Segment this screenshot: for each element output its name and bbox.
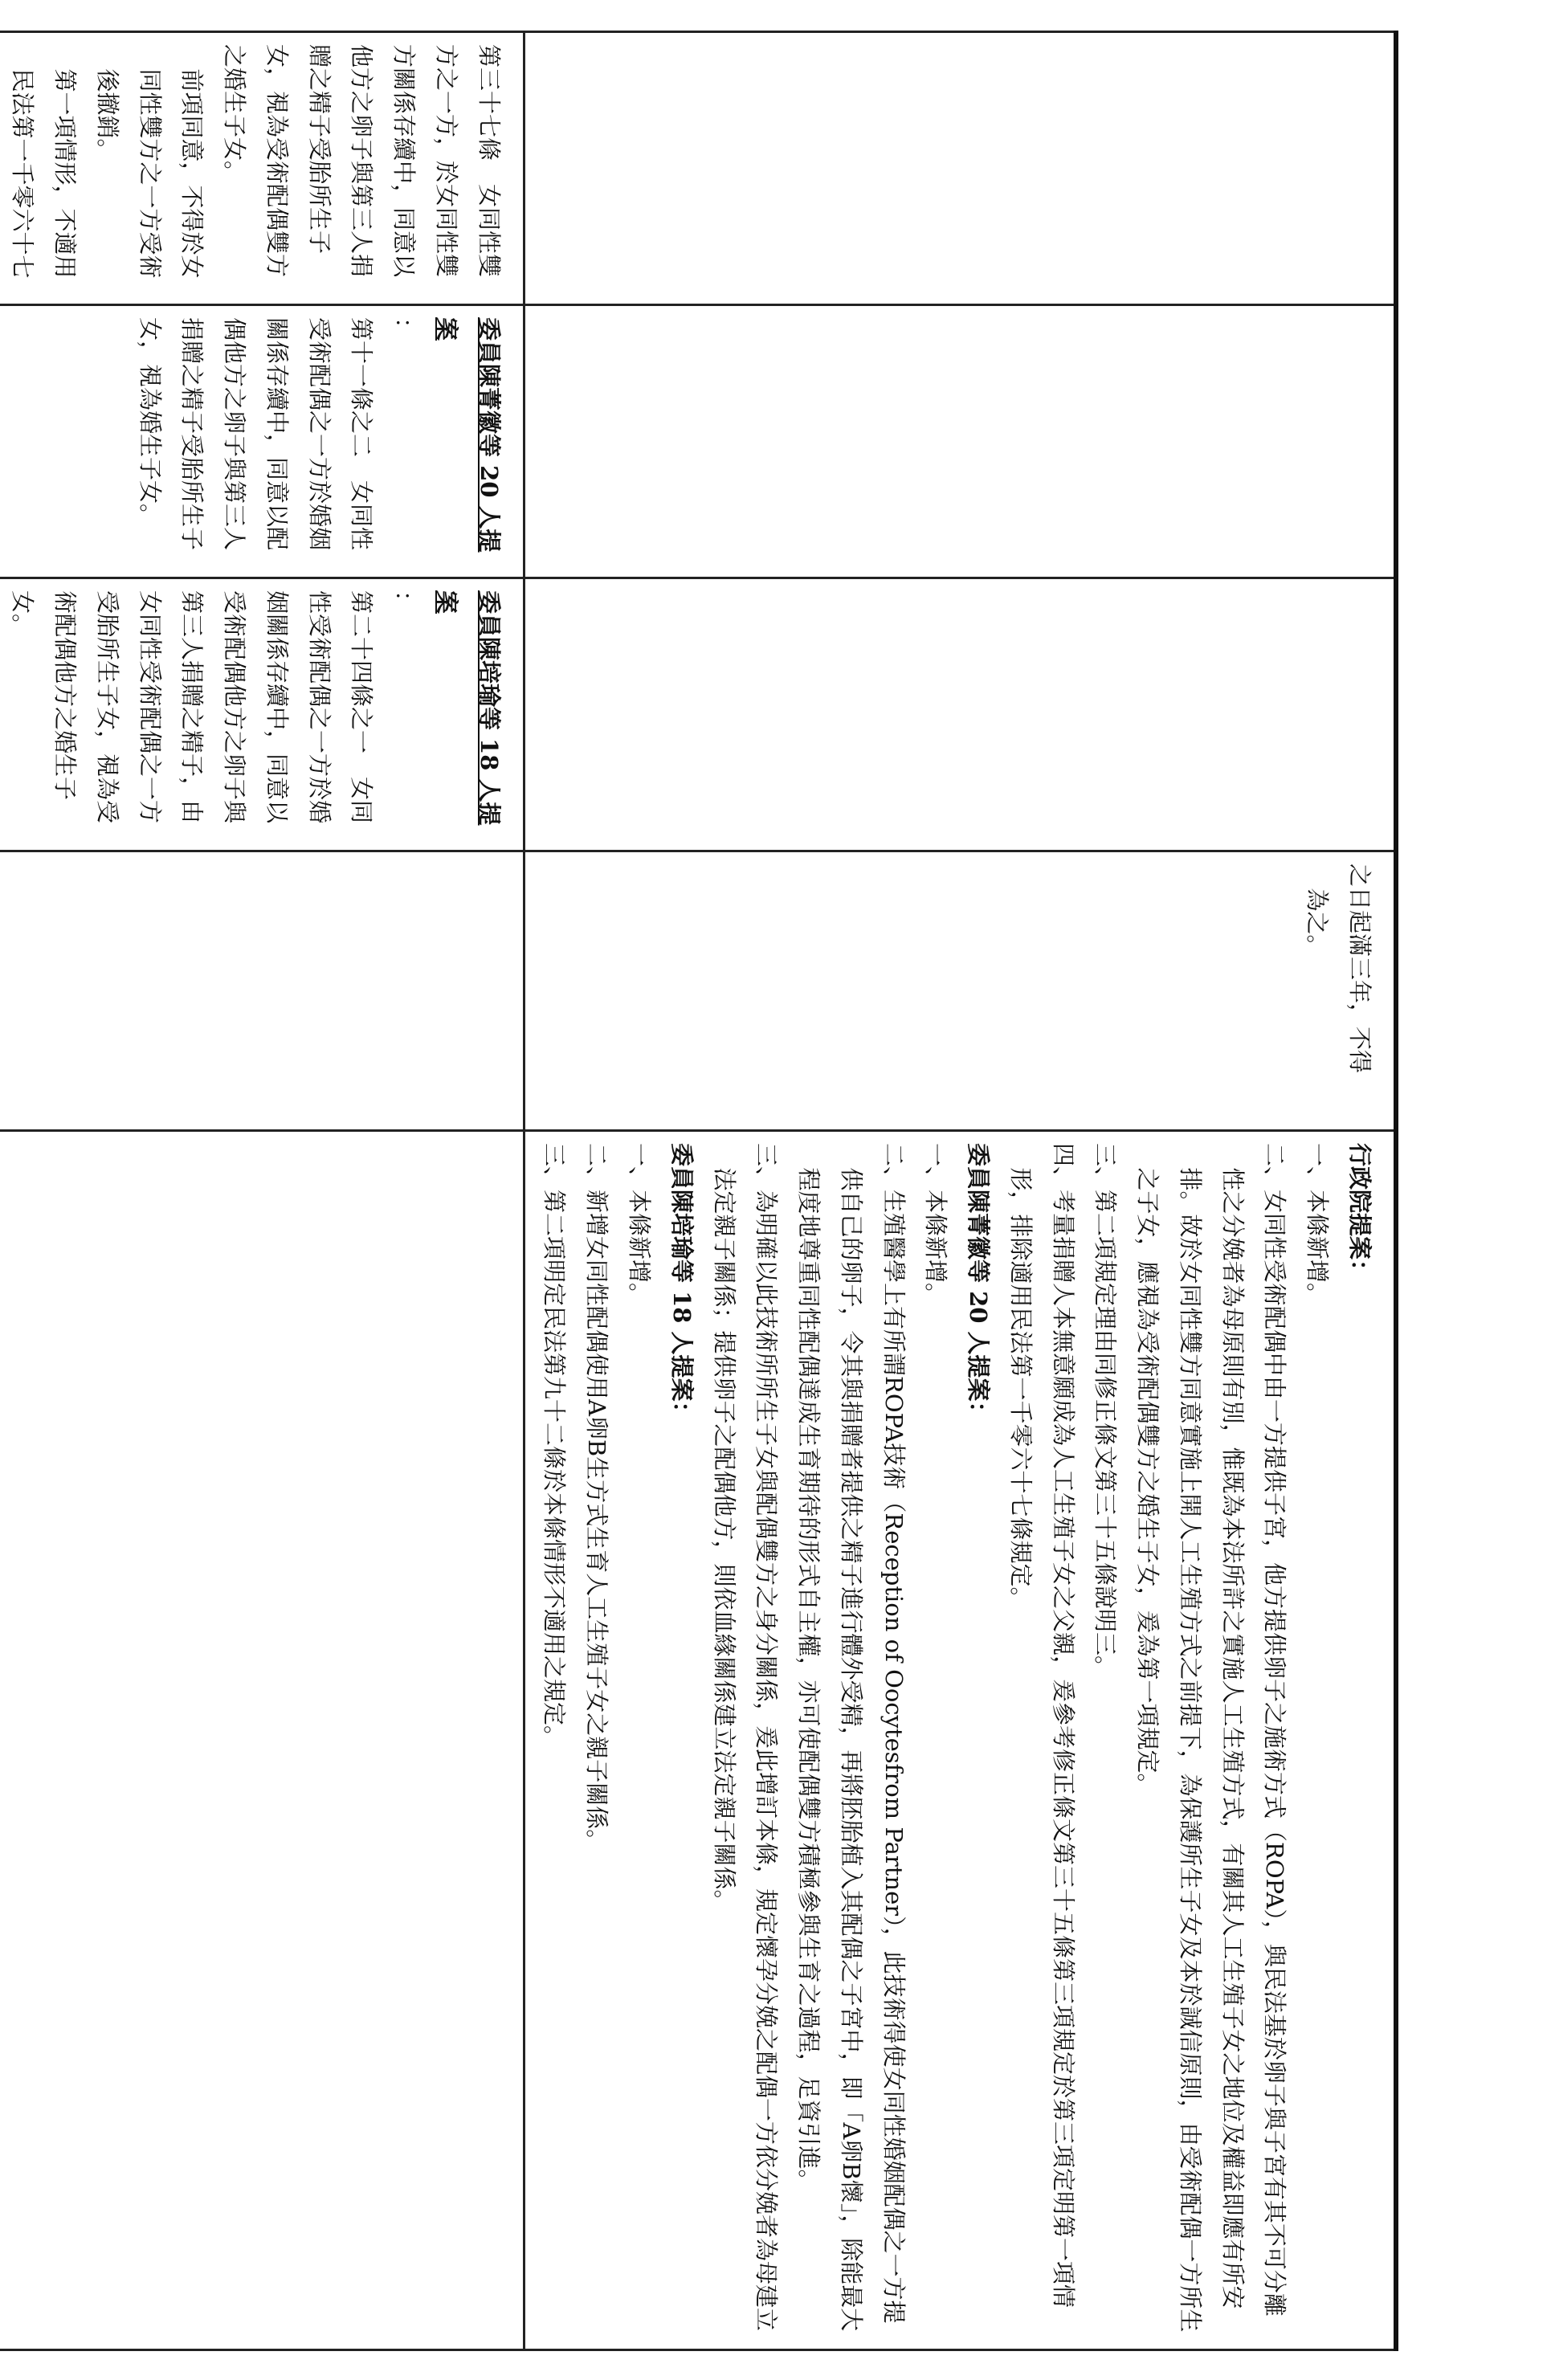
text-line: 為之。 xyxy=(1304,888,1332,958)
text-line: 二、生殖醫學上有所謂ROPA技術（Reception of Oocytesfrom Partner），此技術得使女同性婚姻配偶之一方提供自己的卵子，令其與捐贈者提供之精子進行體外受精，再將胚胎植入其配偶之子宮中，即「A卵B懷」，除能最大程度地尊重同性配偶達成生育期待的形式自主權，亦可使配偶雙方積極參與生育之過程，足資引進。 xyxy=(795,1143,908,2332)
current-text-cell xyxy=(524,851,1396,1131)
text-line: ： xyxy=(390,317,418,341)
text-line: 第二十四條之一 女同性受術配偶之一方於婚姻關係存續中，同意以受術配偶他方之卵子與第三人捐贈之精子，由女同性受術配偶之一方受胎所生子女，視為受術配偶他方之婚生子女。 xyxy=(9,590,376,824)
explanation-cell xyxy=(524,1131,1396,2350)
explanation-cell xyxy=(0,1131,524,2350)
text-line: 一、本條新增。 xyxy=(1304,1143,1332,1307)
text-line: 之日起滿三年，不得 xyxy=(1346,863,1373,1074)
text-line: 第一項情形，不適用民法第一千零六十七 xyxy=(9,68,80,279)
table-row xyxy=(0,32,524,2350)
table-body xyxy=(0,32,1396,2350)
current-text-cell xyxy=(0,851,524,1131)
text-line: 一、本條新增。 xyxy=(625,1143,653,1307)
text-line: 第十一條之二 女同性受術配偶之一方於婚姻關係存續中，同意以配偶他方之卵子與第三人捐贈之精子受胎所生子女，視為婚生子女。 xyxy=(136,317,376,551)
draft-chen-jinghui-cell xyxy=(0,305,524,578)
original-text-cell xyxy=(524,32,1396,305)
table-row xyxy=(524,32,1396,2350)
draft-chen-jinghui-cell xyxy=(524,305,1396,578)
text-line: 三、第二項明定民法第九十二條於本條情形不適用之規定。 xyxy=(541,1143,569,1749)
text-line: 第三十七條 女同性雙方之一方，於女同性雙方關係存續中，同意以他方之卵子與第三人捐贈之精子受胎所生子女，視為受術配偶雙方之婚生子女。 xyxy=(221,44,503,278)
text-line: 一、本條新增。 xyxy=(922,1143,950,1307)
original-text-cell xyxy=(0,32,524,305)
text-line: 前項同意，不得於女同性雙方之一方受術後撤銷。 xyxy=(93,68,206,279)
text-line: 三、為明確以此技術所所生子女與配偶雙方之身分關係，爰此增訂本條，規定懷孕分娩之配偶一方依分娩者為母建立法定親子關係；提供卵子之配偶他方，則依血緣關係建立法定親子關係。 xyxy=(710,1143,781,2332)
proposal-heading: 委員陳培瑜等 18 人提案 xyxy=(432,590,503,826)
text-line: ： xyxy=(390,590,418,614)
proposal-heading: 行政院提案： xyxy=(1346,1143,1373,1284)
proposal-heading: 委員陳菁徽等 20 人提案 xyxy=(432,317,503,553)
proposal-heading: 委員陳菁徽等 20 人提案： xyxy=(965,1143,993,1425)
amendment-comparison-table xyxy=(0,31,1398,2351)
text-line: 四、考量捐贈人本無意願成為人工生殖子女之父親，爰參考修正條文第三十五條第三項規定於第三項定明第一項情形，排除適用民法第一千零六十七條規定。 xyxy=(1006,1143,1077,2309)
text-line: 二、新增女同性配偶使用A卵B生方式生育人工生殖子女之親子關係。 xyxy=(583,1143,611,1853)
draft-chen-peiyu-cell xyxy=(0,578,524,851)
draft-chen-peiyu-cell xyxy=(524,578,1396,851)
text-line: 二、女同性受術配偶中由一方提供子宮，他方提供卵子之施術方式（ROPA），與民法基於卵子與子宮有其不可分離性之分娩者為母原則有別，惟既為本法所許之實施人工生殖方式，有關其人工生殖子女之地位及權益即應有所安排。故於女同性雙方同意實施上開人工生殖方式之前提下，為保護所生子女及本於誠信原則，由受術配偶一方所生之子女，應視為受術配偶雙方之婚生子女，爰為第一項規定。 xyxy=(1134,1143,1289,2333)
text-line: 三、第二項規定理由同修正條文第三十五條說明三。 xyxy=(1092,1143,1120,1680)
proposal-heading: 委員陳培瑜等 18 人提案： xyxy=(667,1143,696,1425)
